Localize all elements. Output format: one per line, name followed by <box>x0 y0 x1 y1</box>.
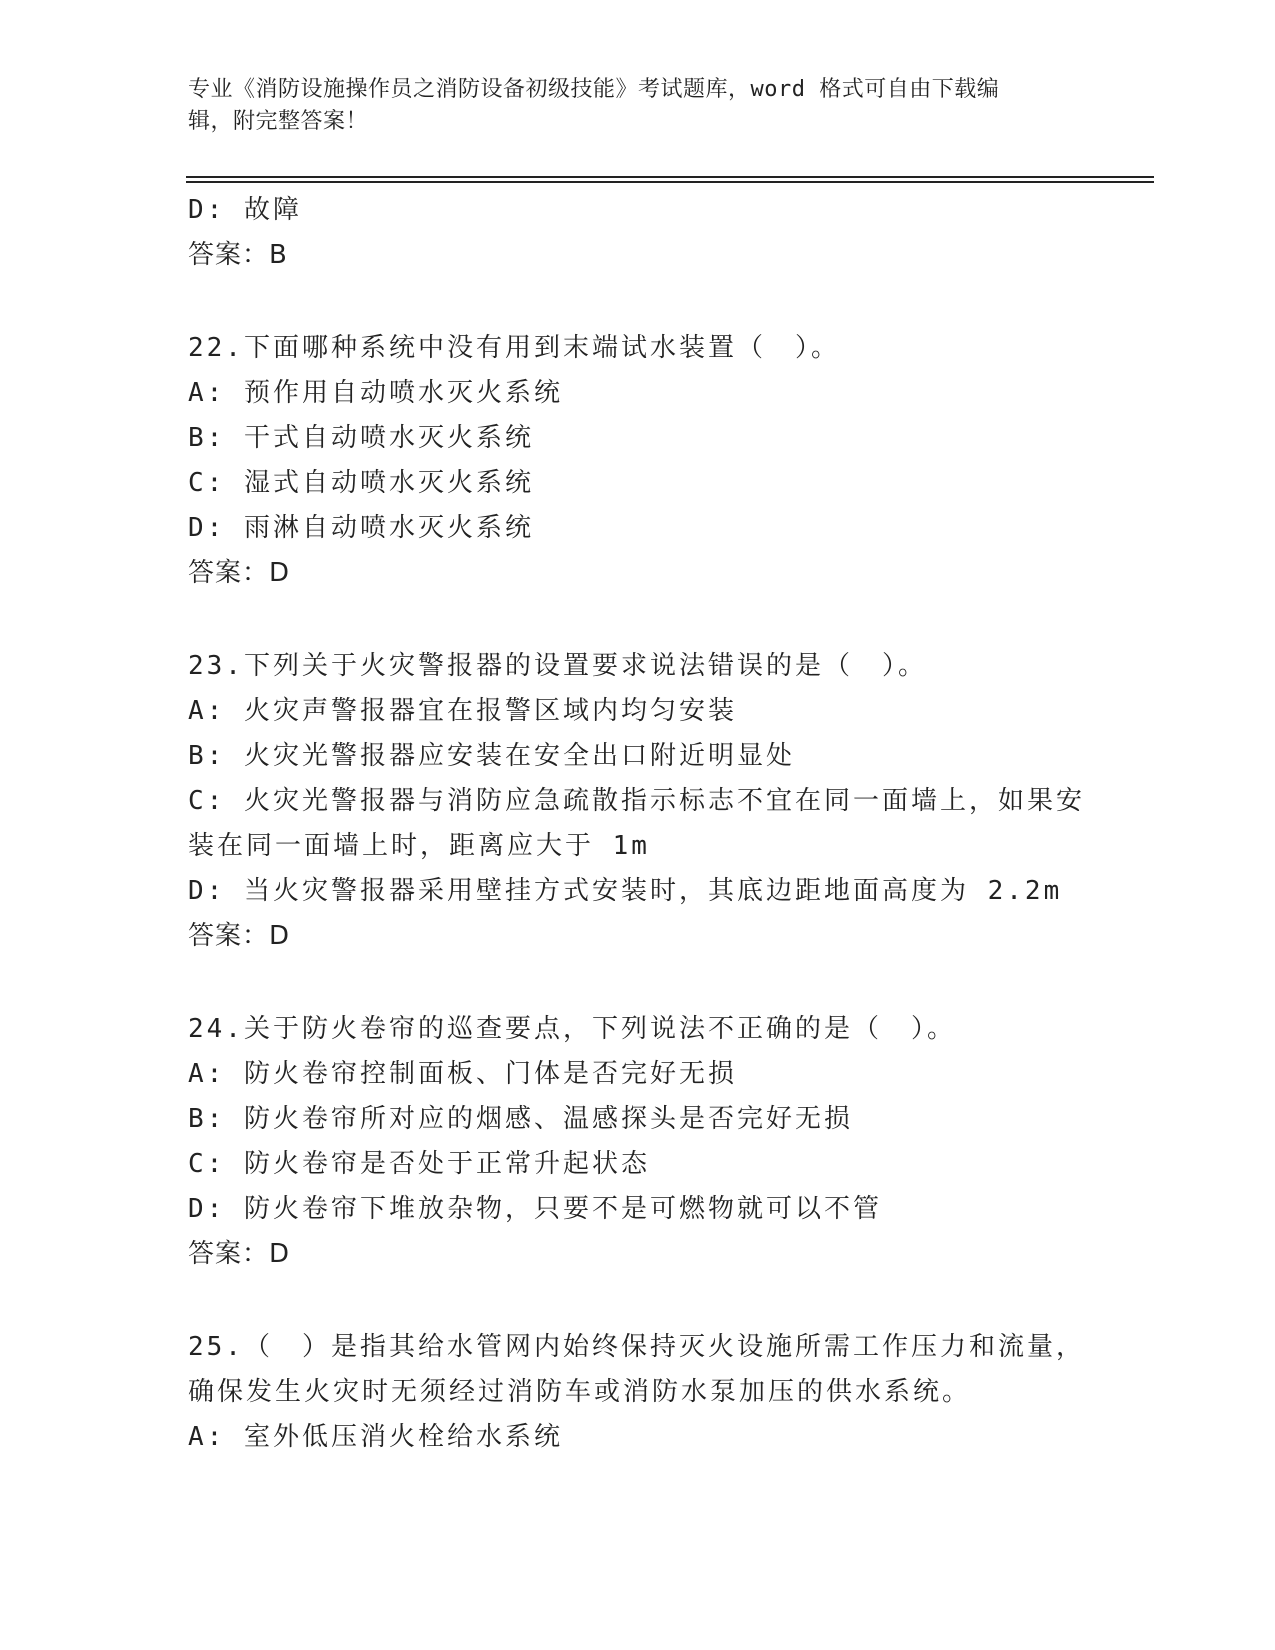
header-rule-bottom <box>186 181 1154 183</box>
answer-line: 答案：D <box>188 921 291 951</box>
question-block <box>188 644 1148 959</box>
option-line: D: 防火卷帘下堆放杂物，只要不是可燃物就可以不管 <box>188 1194 882 1224</box>
option-line: B: 干式自动喷水灭火系统 <box>188 423 534 453</box>
block-spacer <box>188 596 1148 644</box>
option-line: C: 火灾光警报器与消防应急疏散指示标志不宜在同一面墙上，如果安 <box>188 786 1085 816</box>
header-rule-top <box>186 176 1154 178</box>
question-stem: 23.下列关于火灾警报器的设置要求说法错误的是（ ）。 <box>188 651 927 681</box>
block-spacer <box>188 959 1148 1007</box>
block-spacer <box>188 278 1148 326</box>
question-list <box>188 188 1148 1460</box>
document-header <box>188 74 1088 138</box>
question-stem-continued: 确保发生火灾时无须经过消防车或消防水泵加压的供水系统。 <box>188 1377 972 1407</box>
option-line: D: 当火灾警报器采用壁挂方式安装时，其底边距地面高度为 2.2m <box>188 876 1063 906</box>
header-line-1: 专业《消防设施操作员之消防设备初级技能》考试题库，word 格式可自由下载编 <box>188 77 1000 102</box>
header-line-2: 辑，附完整答案！ <box>188 109 369 134</box>
question-stem: 25.（ ）是指其给水管网内始终保持灭火设施所需工作压力和流量， <box>188 1332 1085 1362</box>
option-line: C: 湿式自动喷水灭火系统 <box>188 468 534 498</box>
option-line: B: 防火卷帘所对应的烟感、温感探头是否完好无损 <box>188 1104 853 1134</box>
question-stem: 24.关于防火卷帘的巡查要点，下列说法不正确的是（ ）。 <box>188 1014 956 1044</box>
option-line: C: 防火卷帘是否处于正常升起状态 <box>188 1149 650 1179</box>
option-line-continued: 装在同一面墙上时，距离应大于 1m <box>188 831 650 861</box>
option-line: A: 室外低压消火栓给水系统 <box>188 1422 563 1452</box>
option-line: D: 故障 <box>188 195 302 225</box>
answer-line: 答案：D <box>188 1239 291 1269</box>
question-block <box>188 188 1148 278</box>
question-block <box>188 1007 1148 1277</box>
question-stem: 22.下面哪种系统中没有用到末端试水装置（ ）。 <box>188 333 840 363</box>
option-line: A: 防火卷帘控制面板、门体是否完好无损 <box>188 1059 737 1089</box>
block-spacer <box>188 1277 1148 1325</box>
option-line: A: 火灾声警报器宜在报警区域内均匀安装 <box>188 696 737 726</box>
option-line: D: 雨淋自动喷水灭火系统 <box>188 513 534 543</box>
option-line: B: 火灾光警报器应安装在安全出口附近明显处 <box>188 741 795 771</box>
answer-line: 答案：B <box>188 240 288 270</box>
answer-line: 答案：D <box>188 558 291 588</box>
question-block <box>188 326 1148 596</box>
question-block <box>188 1325 1148 1460</box>
option-line: A: 预作用自动喷水灭火系统 <box>188 378 563 408</box>
